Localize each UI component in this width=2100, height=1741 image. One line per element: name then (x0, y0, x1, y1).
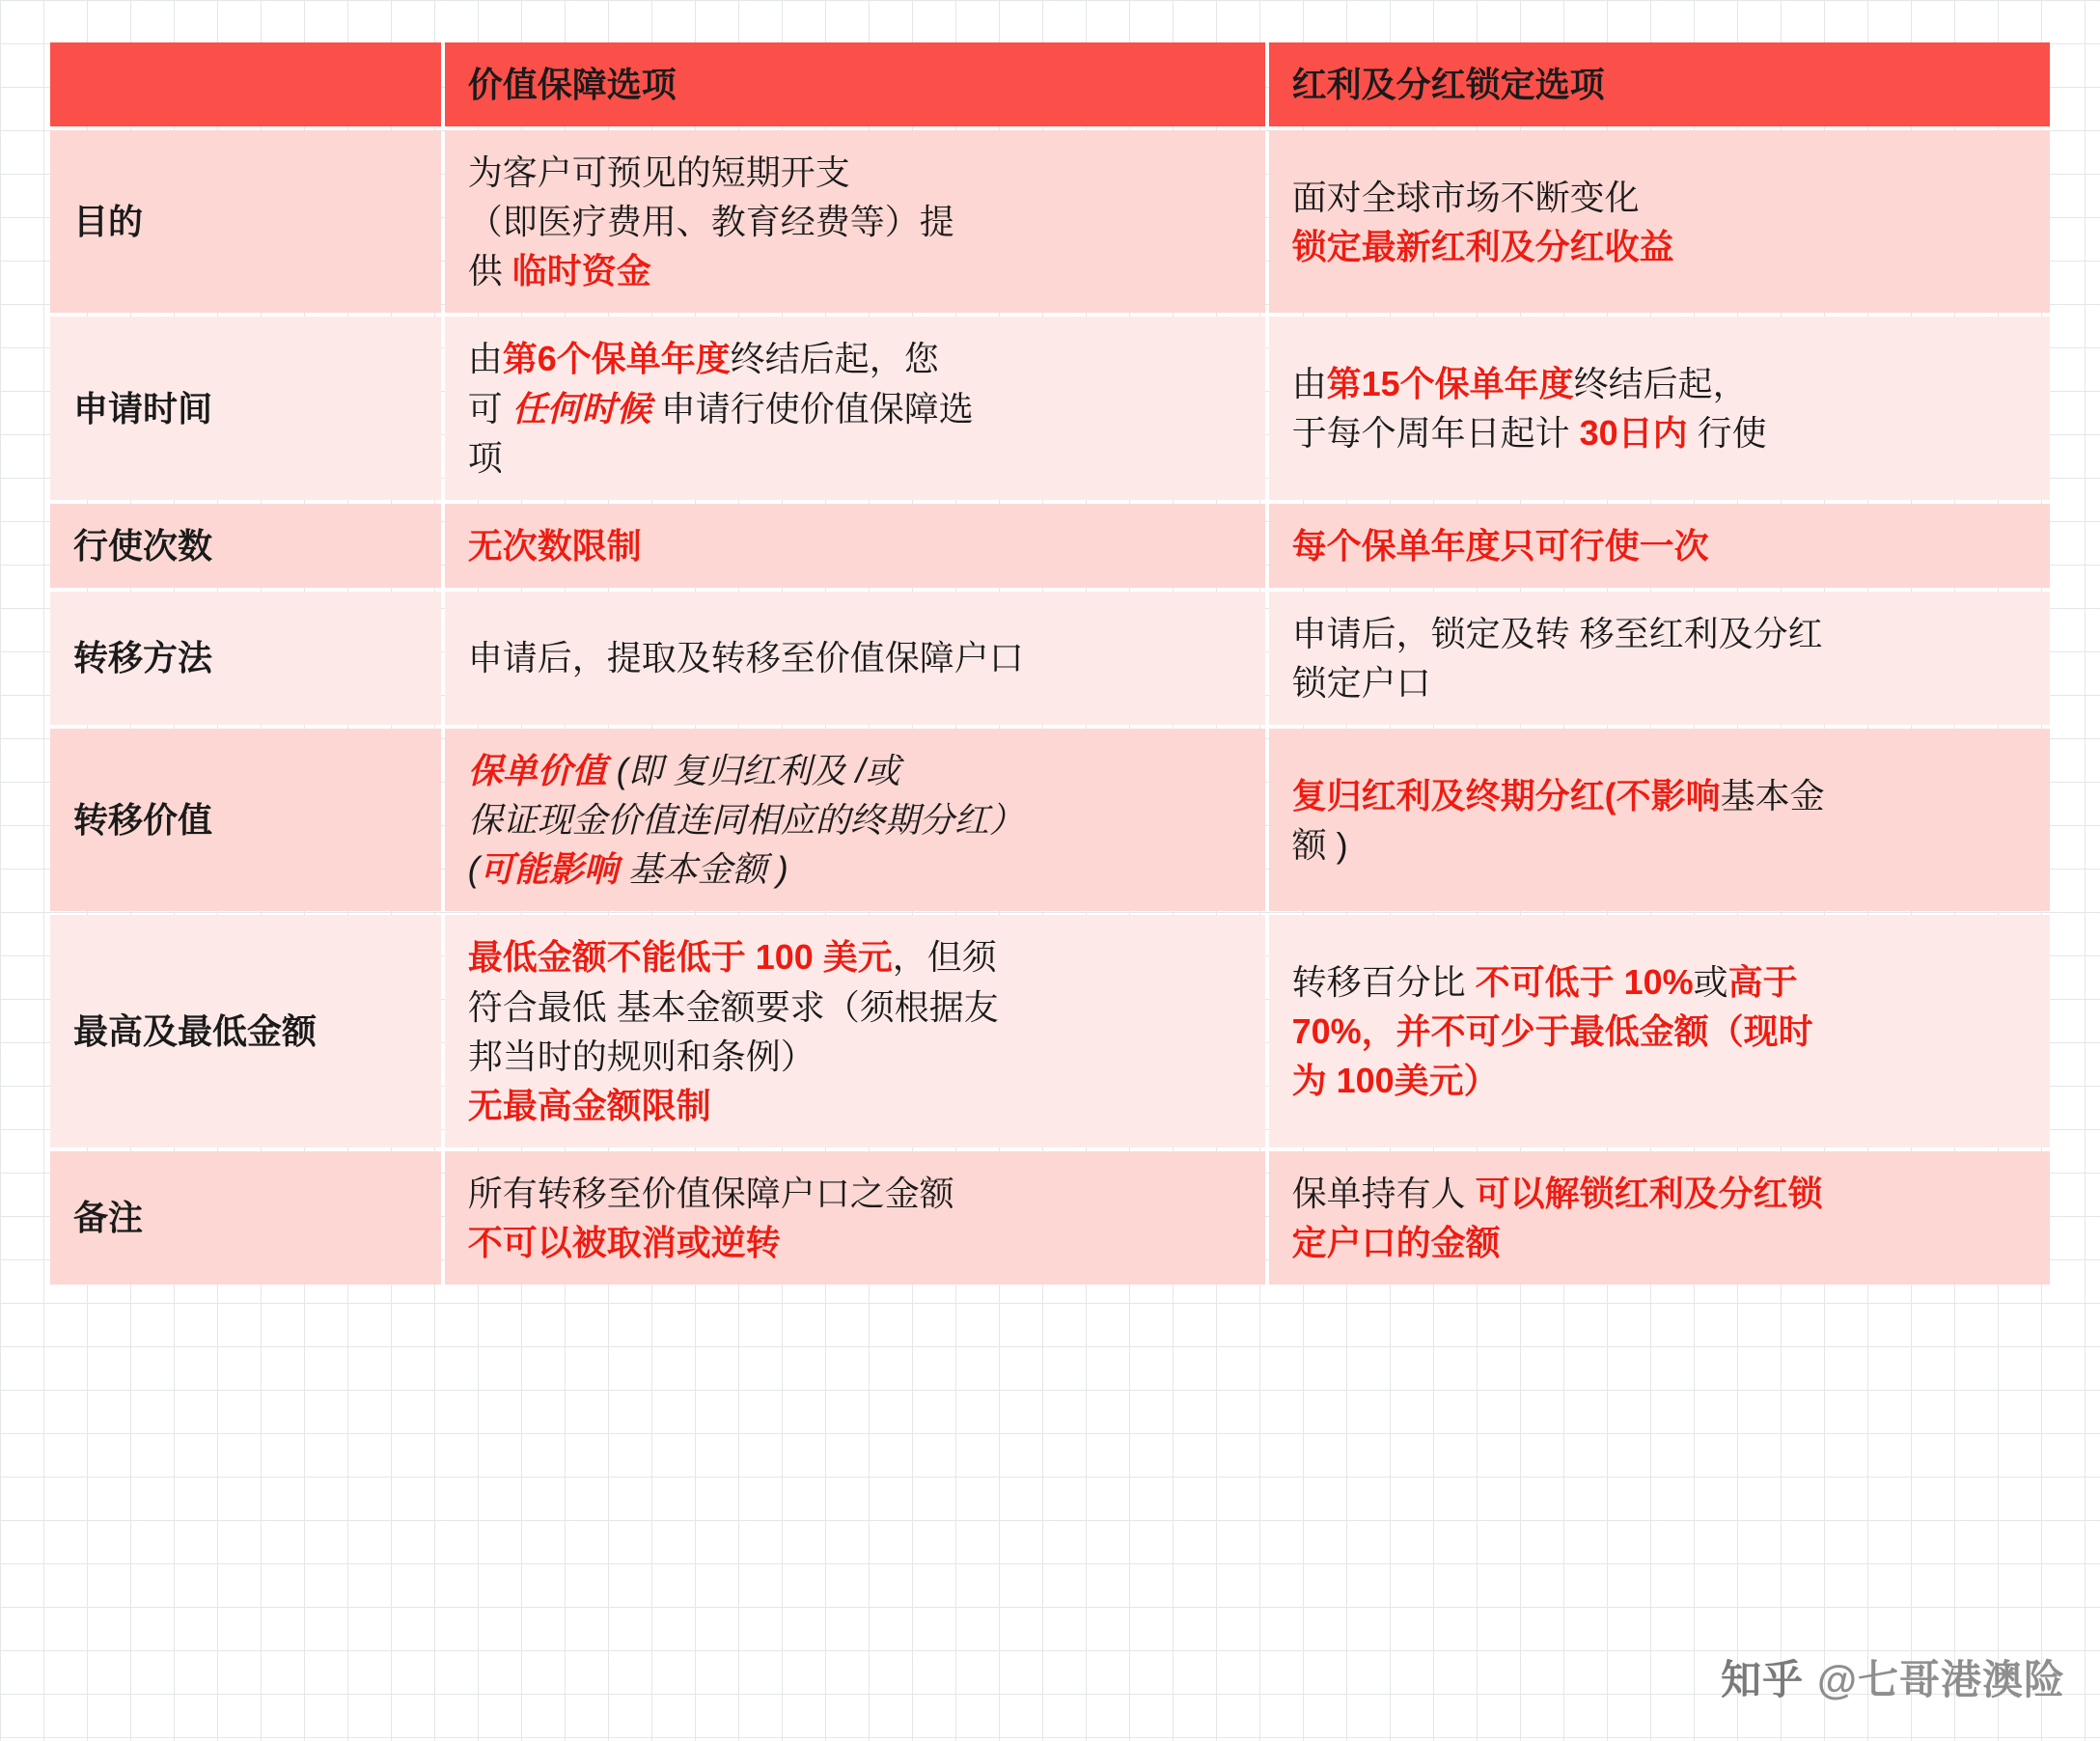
header-blank-cell (50, 42, 441, 126)
text-segment-highlight: 不影响 (1616, 775, 1721, 815)
table-row (50, 592, 2050, 725)
cell-application-time-option2 (1269, 317, 2050, 499)
text-segment-highlight: 不可低于 10% (1475, 961, 1694, 1002)
text-segment: 保单持有人 (1291, 1173, 1476, 1213)
row-label-transfer-method: 转移方法 (50, 592, 441, 725)
text-segment-highlight: 可能影响 (479, 849, 619, 890)
text-line (468, 932, 1242, 981)
text-segment: 终结后起，您 (730, 339, 939, 379)
comparison-table-container (46, 39, 2054, 1708)
text-line (1292, 1169, 2027, 1218)
cell-transfer-method-option1 (445, 592, 1265, 725)
text-line: 申请后，提取及转移至价值保障户口 (467, 638, 1024, 678)
cell-purpose-option1 (445, 130, 1265, 313)
text-line (1292, 408, 2027, 457)
cell-remarks-option1 (445, 1151, 1265, 1285)
text-line: 邦当时的规则和条例） (467, 1036, 815, 1076)
text-segment-highlight: 第6个保单年度 (502, 339, 731, 379)
text-segment: 申请行使价值保障选 (650, 388, 974, 428)
cell-transfer-method-option2 (1269, 592, 2050, 725)
table-row (50, 317, 2050, 499)
text-line-highlight: 70%，并不可少于最低金额（现时 (1291, 1011, 1813, 1052)
text-segment-highlight: 最低金额不能低于 100 美元 (467, 937, 893, 978)
cell-transfer-value-option1 (445, 729, 1265, 911)
zhihu-logo: 知乎 (1721, 1657, 1805, 1702)
text-segment-highlight: 第15个保单年度 (1326, 363, 1574, 403)
watermark (1721, 1648, 2065, 1706)
row-label-purpose: 目的 (50, 130, 441, 313)
cell-exercise-count-option1 (445, 504, 1265, 588)
cell-remarks-option2 (1269, 1151, 2050, 1285)
text-line-highlight: 为 100美元） (1291, 1061, 1499, 1101)
text-line: 项 (467, 437, 503, 478)
text-line (468, 334, 1242, 383)
cell-exercise-count-option2 (1269, 504, 2050, 588)
text-segment-highlight: 复归红利及终期分红( (1291, 775, 1616, 815)
text-segment: 基本金额 ) (618, 849, 788, 890)
text-segment: 于每个周年日起计 (1291, 413, 1580, 454)
row-label-min-max-amount: 最高及最低金额 (50, 915, 441, 1147)
text-segment: 或 (1693, 961, 1728, 1002)
text-segment-highlight: 保单价值 (467, 751, 607, 791)
row-label-exercise-count: 行使次数 (50, 504, 441, 588)
row-label-remarks: 备注 (50, 1151, 441, 1285)
text-line: 符合最低 基本金额要求（须根据友 (467, 986, 999, 1027)
text-segment: 转移百分比 (1291, 961, 1476, 1002)
text-segment-highlight: 临时资金 (511, 251, 651, 291)
text-segment: 供 (467, 251, 512, 291)
text-segment-highlight: 任何时候 (511, 388, 651, 428)
text-segment-highlight: 可以解锁红利及分红锁 (1475, 1173, 1823, 1213)
table-row (50, 1151, 2050, 1285)
text-line: 申请后，锁定及转 移至红利及分红 (1291, 613, 1823, 653)
text-line (468, 246, 1242, 295)
table-row (50, 504, 2050, 588)
cell-transfer-value-option2 (1269, 729, 2050, 911)
cell-application-time-option1 (445, 317, 1265, 499)
text-line (468, 384, 1242, 433)
text-line (468, 746, 1242, 795)
text-segment-highlight: 高于 (1727, 961, 1798, 1002)
text-segment: ( (467, 849, 480, 890)
row-label-application-time: 申请时间 (50, 317, 441, 499)
text-segment-highlight: 30日内 (1579, 413, 1688, 454)
watermark-handle: @七哥港澳险 (1817, 1657, 2065, 1702)
text-segment: 基本金 (1720, 775, 1825, 815)
text-segment: 终结后起， (1573, 363, 1748, 403)
cell-purpose-option2 (1269, 130, 2050, 313)
text-line: 为客户可预见的短期开支 (467, 152, 850, 193)
table-row (50, 729, 2050, 911)
table-header-row (50, 42, 2050, 126)
text-line: 所有转移至价值保障户口之金额 (467, 1173, 954, 1213)
table-row (50, 130, 2050, 313)
text-line: 面对全球市场不断变化 (1291, 177, 1640, 217)
text-line-highlight: 无最高金额限制 (467, 1085, 711, 1125)
header-option-2: 红利及分红锁定选项 (1269, 42, 2050, 126)
text-segment: (即 复归红利及 /或 (606, 751, 900, 791)
text-line: （即医疗费用、教育经费等）提 (467, 202, 954, 242)
text-line (1292, 771, 2027, 820)
text-line (468, 844, 1242, 894)
text-segment: 由 (467, 339, 503, 379)
table-row (50, 915, 2050, 1147)
row-label-transfer-value: 转移价值 (50, 729, 441, 911)
text-line-highlight: 定户口的金额 (1291, 1222, 1501, 1262)
text-line-highlight: 无次数限制 (467, 525, 642, 566)
comparison-table (46, 39, 2054, 1288)
header-option-1: 价值保障选项 (445, 42, 1265, 126)
text-line: 额 ) (1291, 824, 1348, 865)
text-line-highlight: 每个保单年度只可行使一次 (1291, 525, 1709, 566)
text-line-highlight: 锁定最新红利及分红收益 (1291, 226, 1674, 266)
text-segment: 可 (467, 388, 512, 428)
cell-min-max-amount-option1 (445, 915, 1265, 1147)
text-segment: 由 (1291, 363, 1327, 403)
text-line-highlight: 不可以被取消或逆转 (467, 1222, 781, 1262)
text-line: 锁定户口 (1291, 662, 1431, 703)
text-segment: 行使 (1687, 413, 1767, 454)
text-line (1292, 957, 2027, 1007)
text-line (1292, 359, 2027, 408)
cell-min-max-amount-option2 (1269, 915, 2050, 1147)
text-line: 保证现金价值连同相应的终期分红） (467, 800, 1024, 841)
text-segment: ，但须 (892, 937, 997, 978)
